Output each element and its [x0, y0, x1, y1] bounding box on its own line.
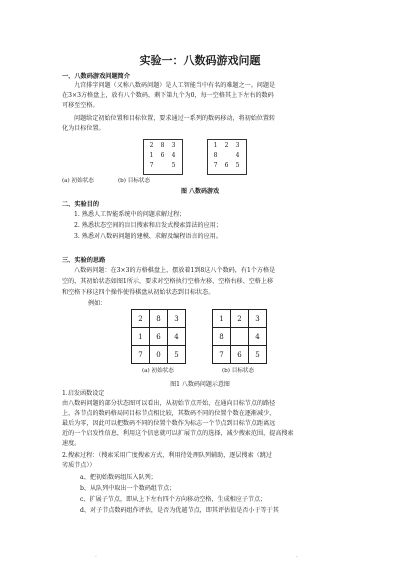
intro-line-4: 问题给定初始位置和目标位置，要求通过一系列的数码移动，将初始位置转 — [74, 115, 276, 122]
fig1-goal-cell: 3 — [235, 142, 240, 149]
purpose-item-3: 3. 熟悉对八数码问题的建模、求解及编程语言的应用。 — [74, 233, 222, 240]
fig2-initial-tile: 2 — [132, 310, 150, 328]
fig2-goal-tile: 5 — [249, 346, 267, 364]
footer-dot-right: . — [296, 552, 298, 559]
section-heading-approach: 三、实验的思路 — [62, 257, 106, 264]
fig1-initial-cell: 6 — [160, 152, 165, 159]
approach-line-1: 八数码问题：在3×3的方格棋盘上，摆放着1到8这八个数码，有1个方格是 — [74, 267, 276, 274]
heuristic-line-5: 速度。 — [62, 440, 81, 447]
purpose-item-1: 1. 熟悉人工智能系统中的问题求解过程； — [74, 211, 186, 218]
fig2-initial-tile: 4 — [168, 328, 186, 346]
footer-dot-left: . — [95, 552, 97, 559]
search-process-line-2: 劣质节点）） — [62, 462, 96, 469]
fig2-goal-tile: 1 — [213, 310, 231, 328]
fig2-goal-tile: 6 — [231, 346, 249, 364]
intro-line-5: 化为目标位置。 — [62, 125, 105, 132]
fig1-initial-cell: 5 — [171, 162, 176, 169]
fig1-goal-cell: 4 — [235, 152, 240, 159]
approach-example: 例如： — [88, 300, 107, 307]
fig2-goal-tile: 2 — [231, 310, 249, 328]
heuristic-line-4: 近的一个启发性信息，利用这个信息就可以扩展节点的选择，减少搜索范围，提高搜索 — [62, 430, 294, 437]
fig2-initial-board — [131, 309, 186, 364]
approach-line-3: 和空格下移这四个操作使得棋盘从初始状态到目标状态。 — [62, 289, 215, 296]
fig1-goal-cell: 1 — [213, 142, 218, 149]
heuristic-line-2: 上，各节点的数码格局同目标节点相比较，其数码不同的位置个数在逐渐减少， — [62, 410, 276, 417]
fig2-initial-tile: 6 — [150, 328, 168, 346]
section-heading-intro: 一、八数码游戏问题简介 — [62, 73, 131, 80]
intro-line-3: 可移至空格。 — [62, 102, 99, 109]
fig1-initial-grid — [143, 139, 183, 175]
page-title: 实验一：八数码游戏问题 — [139, 54, 261, 67]
fig1-initial-cell: 1 — [149, 152, 154, 159]
intro-line-2: 在3×3方格盘上，放有八个数码，剩下第九个为0，每一空格其上下左右的数码 — [62, 92, 274, 99]
heuristic-line-3: 最后为零，因此可以把数码不同的位置个数作为标志一个节点到目标节点距离远 — [62, 420, 276, 427]
fig2-initial-tile: 5 — [168, 346, 186, 364]
heuristic-line-1: 由八数码问题的部分状态图可以看出，从初始节点开始，在通向目标节点的路径 — [62, 400, 276, 407]
fig2-caption: 图1 八数码问题示意图 — [170, 381, 230, 388]
search-step-c: c、扩展子节点，即从上下左右四个方向移动空格，生成相应子节点； — [80, 496, 267, 503]
fig1-initial-cell: 7 — [149, 162, 154, 169]
fig1-caption: 图 八数码游戏 — [180, 188, 220, 195]
fig1-goal-cell: 5 — [235, 162, 240, 169]
intro-line-1: 九宫排字问题（又称八数码问题）是人工智能当中有名的难题之一。问题是 — [74, 82, 276, 89]
fig2-initial-tile: 3 — [168, 310, 186, 328]
heuristic-heading: 1.启发函数设定 — [62, 390, 105, 397]
fig1-caption-a: (a) 初始状态 — [62, 178, 94, 184]
fig2-caption-b: (b) 目标状态 — [222, 368, 255, 374]
fig2-goal-board — [212, 309, 267, 364]
search-step-a: a、把初始数码组压入队列； — [80, 474, 157, 481]
search-step-b: b、从队列中取出一个数码组节点； — [80, 485, 176, 492]
fig2-caption-a: (a) 初始状态 — [142, 368, 174, 374]
fig2-goal-tile: 4 — [249, 328, 267, 346]
fig2-goal-tile: 8 — [213, 328, 231, 346]
fig2-goal-tile: 3 — [249, 310, 267, 328]
fig2-goal-tile — [231, 328, 249, 346]
fig1-goal-cell: 7 — [213, 162, 218, 169]
fig1-initial-cell: 4 — [171, 152, 176, 159]
fig2-initial-tile: 0 — [150, 346, 168, 364]
fig1-goal-cell: 2 — [224, 142, 229, 149]
search-process-line-1: 2.搜索过程：（搜索采用广度搜索方式，利用待处理队列辅助，逐层搜索（跳过 — [62, 452, 272, 459]
fig1-initial-cell: 3 — [171, 142, 176, 149]
fig1-goal-cell: 8 — [213, 152, 218, 159]
fig2-initial-tile: 7 — [132, 346, 150, 364]
search-step-d: d、对子节点数码组作评估，是否为优越节点，即其评估值是否小于等于其 — [80, 507, 279, 514]
fig1-caption-b: (b) 目标状态 — [118, 178, 151, 184]
fig1-initial-cell: 8 — [160, 142, 165, 149]
section-heading-purpose: 二、实验目的 — [62, 201, 100, 208]
approach-line-2: 空的，其初始状态如图1所示，要求对空格执行空格左移、空格右移、空格上移 — [62, 278, 274, 285]
fig1-initial-cell: 2 — [149, 142, 154, 149]
fig1-goal-cell: 6 — [224, 162, 229, 169]
purpose-item-2: 2. 熟悉状态空间的盲目搜索和启发式搜索算法的应用； — [74, 222, 222, 229]
fig2-initial-tile: 1 — [132, 328, 150, 346]
fig2-initial-tile: 8 — [150, 310, 168, 328]
fig2-goal-tile: 7 — [213, 346, 231, 364]
fig1-goal-grid — [207, 139, 247, 175]
